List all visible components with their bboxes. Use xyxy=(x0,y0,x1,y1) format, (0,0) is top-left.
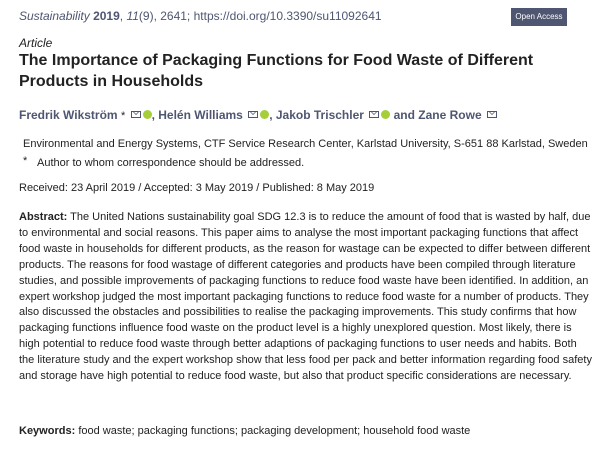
article-title: The Importance of Packaging Functions for Food Waste of Different Products in Households xyxy=(19,52,534,90)
author-name[interactable]: Fredrik Wikström xyxy=(19,108,118,122)
orcid-icon[interactable] xyxy=(260,110,269,119)
author-separator: , xyxy=(151,108,155,122)
keywords xyxy=(19,425,470,437)
mail-icon[interactable] xyxy=(487,111,497,118)
article-type: Article xyxy=(19,36,53,50)
doi-link[interactable]: https://doi.org/10.3390/su11092641 xyxy=(193,9,382,23)
author-name[interactable]: Jakob Trischler xyxy=(275,108,364,122)
author-list xyxy=(19,108,599,122)
keywords-label: Keywords: xyxy=(19,425,76,437)
corresponding-star: * xyxy=(120,110,126,122)
abstract-label: Abstract: xyxy=(19,211,68,223)
journal-name: Sustainability xyxy=(19,9,90,23)
publication-dates: Received: 23 April 2019 / Accepted: 3 May 2019 / Published: 8 May 2019 xyxy=(19,182,375,194)
author-separator: , xyxy=(269,108,273,122)
mail-icon[interactable] xyxy=(369,111,379,118)
author-name[interactable]: Zane Rowe xyxy=(418,108,482,122)
author-name[interactable]: Helén Williams xyxy=(158,108,243,122)
affiliation: Environmental and Energy Systems, CTF Service Research Center, Karlstad University, S-651 88 Karlstad, Sweden xyxy=(23,138,588,150)
issue-pages: (9), 2641; xyxy=(138,9,191,23)
correspondence-note xyxy=(23,155,304,169)
keywords-text: food waste; packaging functions; packaging development; household food waste xyxy=(78,425,471,437)
correspondence-star: * xyxy=(23,155,28,167)
mail-icon[interactable] xyxy=(131,111,141,118)
publication-year: 2019 xyxy=(93,9,120,23)
volume: 11 xyxy=(126,9,139,23)
orcid-icon[interactable] xyxy=(381,110,390,119)
author-and: and xyxy=(393,108,415,122)
orcid-icon[interactable] xyxy=(143,110,152,119)
abstract xyxy=(19,210,594,385)
open-access-badge[interactable]: Open Access xyxy=(511,8,567,26)
abstract-text: The United Nations sustainability goal SDG 12.3 is to reduce the amount of food that is wasted by half, due to environmental and social reasons. This paper aims to analyse the most important packaging functions that affect food waste in households for different products, as the reason for wastage can be expected to differ between different products. The reasons for food wastage of different categories and products have been compiled through literature studies, and possible improvements of packaging functions to reduce food waste have been identified. In addition, an expert workshop judged the most important packaging functions to reduce food waste for a number of products. They also discussed the obstacles and possibilities to realise the packaging improvements. This study confirms that how packaging functions influence food waste on the product level is a highly unexplored question. Most likely, there is high potential to reduce food waste through better adaptions of packaging functions to user needs and habits. Both the literature study and the expert workshop show that less food per pack and better information regarding food safety and storage have high potential to reduce food waste, but also that product specific considerations are necessary. xyxy=(19,211,592,383)
citation-line: Sustainability 2019, 11(9), 2641; https://doi.org/10.3390/su11092641 xyxy=(19,9,382,23)
correspondence-text: Author to whom correspondence should be addressed. xyxy=(37,157,305,169)
mail-icon[interactable] xyxy=(248,111,258,118)
